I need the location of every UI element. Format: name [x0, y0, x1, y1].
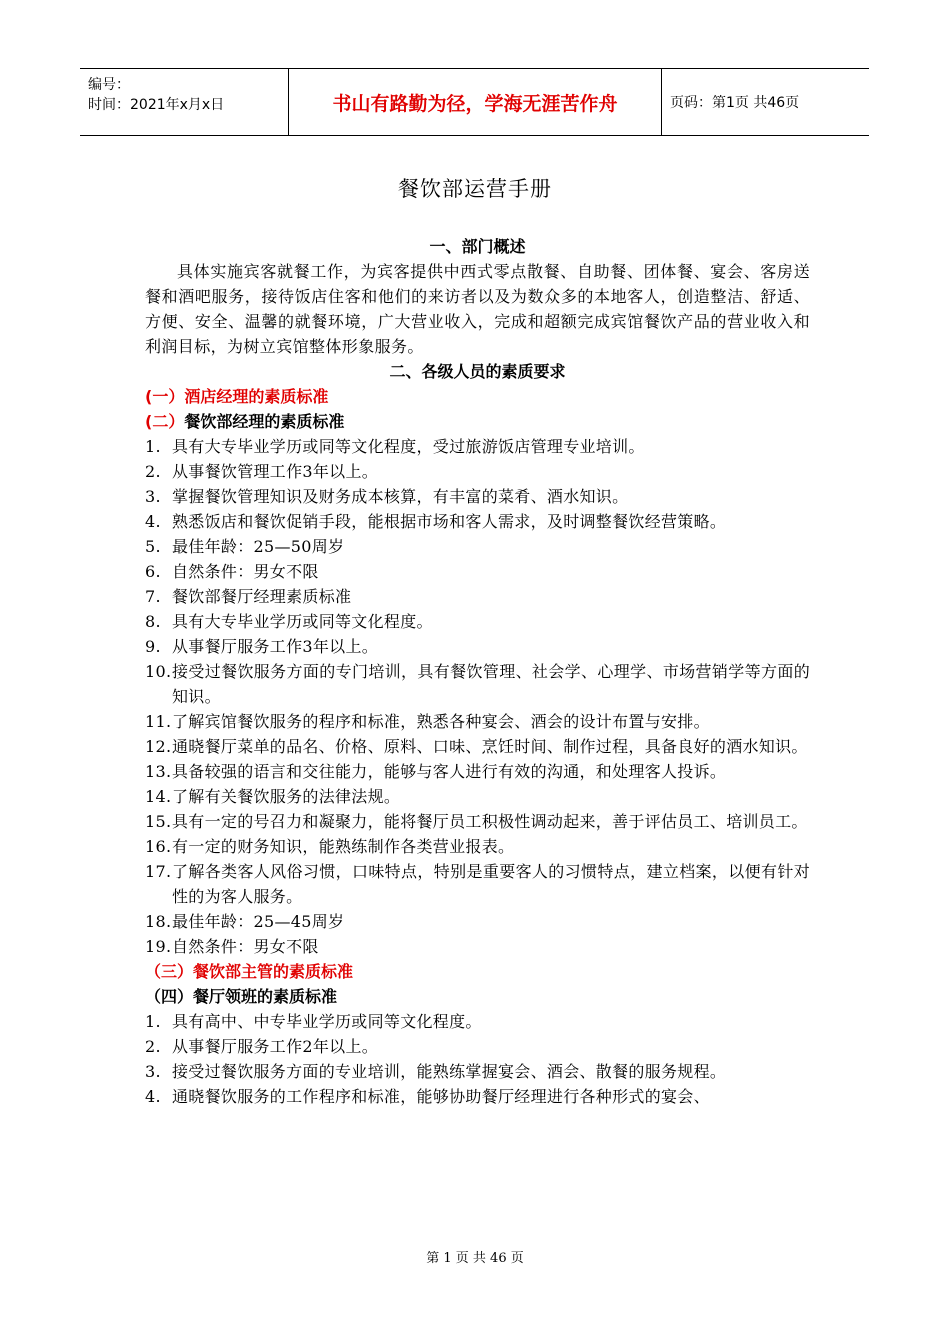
list-item-number: 1. — [145, 1012, 161, 1031]
list-item-text: 具有高中、中专毕业学历或同等文化程度。 — [172, 1012, 482, 1031]
document-title: 餐饮部运营手册 — [398, 177, 552, 201]
list-item — [145, 434, 810, 459]
list-item-number: 3. — [145, 487, 161, 506]
list-item-text: 餐饮部餐厅经理素质标准 — [172, 587, 352, 606]
list-item-number: 2. — [145, 462, 161, 481]
section-heading-requirements: 二、各级人员的素质要求 — [389, 362, 566, 381]
header-motto: 书山有路勤为径，学海无涯苦作舟 — [289, 69, 662, 136]
doc-date-label: 时间：2021年x月x日 — [88, 97, 225, 113]
list-item — [145, 634, 810, 659]
list-item-text: 具有大专毕业学历或同等文化程度。 — [172, 612, 433, 631]
doc-number-label: 编号： — [88, 77, 130, 93]
subheading-fb-manager — [145, 409, 810, 434]
list-item-text: 通晓餐厅菜单的品名、价格、原料、口味、烹饪时间、制作过程，具备良好的酒水知识。 — [172, 737, 808, 756]
list-item-number: 10. — [145, 662, 172, 681]
list-item-text: 接受过餐饮服务方面的专业培训，能熟练掌握宴会、酒会、散餐的服务规程。 — [172, 1062, 727, 1081]
list-item-number: 5. — [145, 537, 161, 556]
list-item-text: 通晓餐饮服务的工作程序和标准，能够协助餐厅经理进行各种形式的宴会、 — [172, 1087, 710, 1106]
list-item-number: 3. — [145, 1062, 161, 1081]
list-item-text: 具有大专毕业学历或同等文化程度，受过旅游饭店管理专业培训。 — [172, 437, 645, 456]
list-item — [145, 909, 810, 934]
document-body — [145, 234, 810, 1109]
header-page-label: 页码：第1页 共46页 — [662, 69, 870, 136]
list-item-text: 了解宾馆餐饮服务的程序和标准，熟悉各种宴会、酒会的设计布置与安排。 — [172, 712, 710, 731]
list-item-text: 具有一定的号召力和凝聚力，能将餐厅员工积极性调动起来，善于评估员工、培训员工。 — [172, 812, 808, 831]
page-header — [80, 68, 869, 136]
list-item — [145, 834, 810, 859]
list-item-number: 16. — [145, 837, 172, 856]
list-item-number: 7. — [145, 587, 161, 606]
list-item-number: 13. — [145, 762, 172, 781]
subheading-index: (二） — [145, 412, 185, 431]
list-item — [145, 934, 810, 959]
list-item — [145, 784, 810, 809]
list-item-text: 从事餐厅服务工作3年以上。 — [172, 637, 379, 656]
list-item — [145, 809, 810, 834]
subheading-text: 餐饮部经理的素质标准 — [184, 412, 345, 431]
list-item — [145, 584, 810, 609]
overview-paragraph: 具体实施宾客就餐工作，为宾客提供中西式零点散餐、自助餐、团体餐、宴会、客房送餐和酒吧服务，接待饭店住客和他们的来访者以及为数众多的本地客人，创造整洁、舒适、方便、安全、温馨的就餐环境，广大营业收入，完成和超额完成宾馆餐饮产品的营业收入和利润目标，为树立宾馆整体形象服务。 — [145, 262, 810, 356]
list-item-number: 6. — [145, 562, 161, 581]
list-item-number: 1. — [145, 437, 161, 456]
requirements-list-b — [145, 1009, 810, 1109]
list-item-number: 17. — [145, 862, 172, 881]
list-item — [145, 734, 810, 759]
list-item-text: 从事餐饮管理工作3年以上。 — [172, 462, 379, 481]
list-item-text: 自然条件：男女不限 — [172, 937, 319, 956]
list-item-text: 了解各类客人风俗习惯，口味特点，特别是重要客人的习惯特点，建立档案，以便有针对性的为客人服务。 — [172, 862, 810, 906]
section-heading-overview: 一、部门概述 — [429, 237, 526, 256]
list-item — [145, 534, 810, 559]
list-item — [145, 1034, 810, 1059]
requirements-list-a — [145, 434, 810, 959]
list-item — [145, 759, 810, 784]
list-item-text: 接受过餐饮服务方面的专门培训，具有餐饮管理、社会学、心理学、市场营销学等方面的知识。 — [172, 662, 810, 706]
list-item-number: 4. — [145, 512, 161, 531]
page-footer: 第 1 页 共 46 页 — [426, 1251, 524, 1266]
header-meta — [80, 69, 289, 136]
list-item-number: 14. — [145, 787, 172, 806]
list-item-number: 9. — [145, 637, 161, 656]
list-item-number: 2. — [145, 1037, 161, 1056]
list-item — [145, 484, 810, 509]
subheading-captain: （四）餐厅领班的素质标准 — [145, 987, 338, 1006]
list-item — [145, 659, 810, 709]
list-item — [145, 459, 810, 484]
list-item — [145, 1059, 810, 1084]
list-item-number: 19. — [145, 937, 172, 956]
list-item — [145, 609, 810, 634]
list-item-text: 有一定的财务知识，能熟练制作各类营业报表。 — [172, 837, 515, 856]
subheading-hotel-manager: (一）酒店经理的素质标准 — [145, 387, 329, 406]
list-item-number: 4. — [145, 1087, 161, 1106]
list-item — [145, 1084, 810, 1109]
list-item-number: 18. — [145, 912, 172, 931]
list-item — [145, 1009, 810, 1034]
list-item-text: 自然条件：男女不限 — [172, 562, 319, 581]
list-item-text: 熟悉饭店和餐饮促销手段，能根据市场和客人需求，及时调整餐饮经营策略。 — [172, 512, 727, 531]
list-item-text: 从事餐厅服务工作2年以上。 — [172, 1037, 379, 1056]
list-item — [145, 709, 810, 734]
list-item-number: 11. — [145, 712, 172, 731]
list-item-text: 最佳年龄：25—45周岁 — [172, 912, 345, 931]
list-item-number: 12. — [145, 737, 172, 756]
list-item-text: 最佳年龄：25—50周岁 — [172, 537, 345, 556]
list-item-text: 了解有关餐饮服务的法律法规。 — [172, 787, 401, 806]
list-item — [145, 509, 810, 534]
list-item-number: 15. — [145, 812, 172, 831]
list-item — [145, 559, 810, 584]
list-item-number: 8. — [145, 612, 161, 631]
list-item — [145, 859, 810, 909]
list-item-text: 具备较强的语言和交往能力，能够与客人进行有效的沟通，和处理客人投诉。 — [172, 762, 727, 781]
subheading-fb-supervisor: （三）餐饮部主管的素质标准 — [145, 962, 354, 981]
list-item-text: 掌握餐饮管理知识及财务成本核算，有丰富的菜肴、酒水知识。 — [172, 487, 629, 506]
